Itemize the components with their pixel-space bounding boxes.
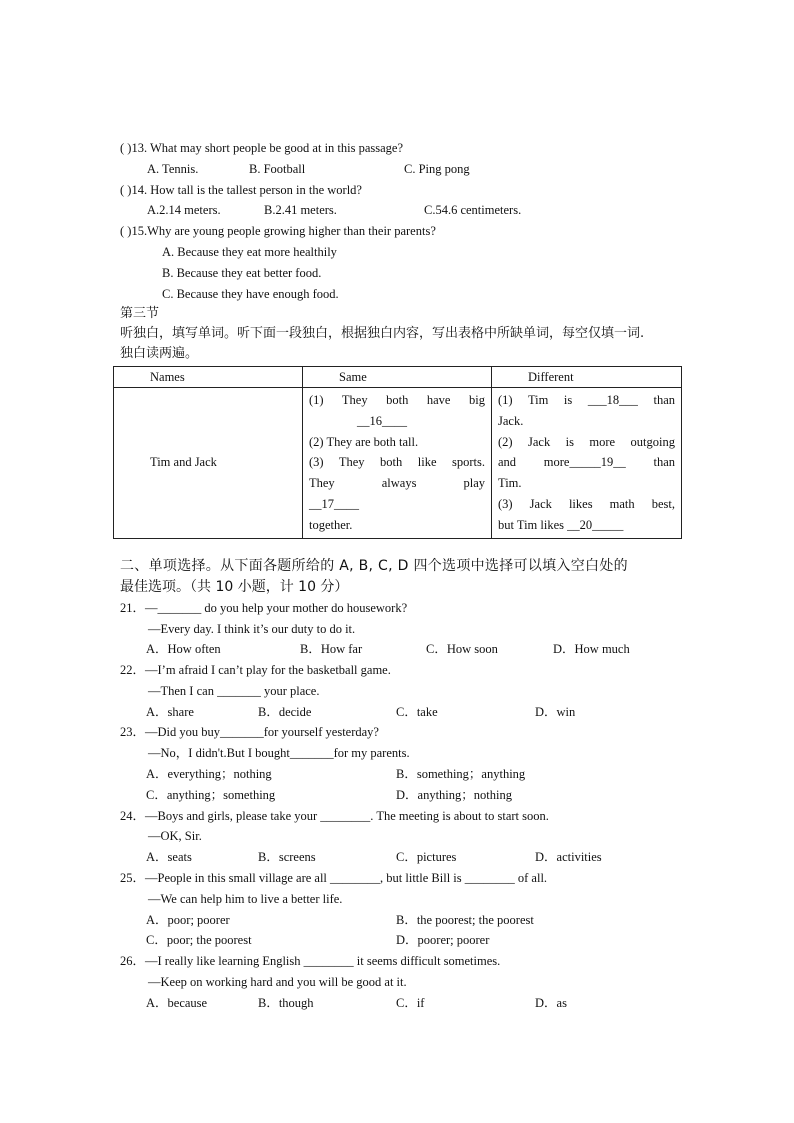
different-line-5: Tim. [498, 476, 522, 491]
question-23-stem: 23．—Did you buy_______for yourself yesterday? [120, 725, 379, 739]
question-23-option-d: D．anything；nothing [396, 788, 512, 802]
table-row [114, 388, 682, 539]
question-23-option-b: B．something；anything [396, 767, 526, 781]
question-25-reply: —We can help him to live a better life. [148, 892, 343, 906]
header-different: Different [492, 367, 682, 388]
question-22-option-d: D．win [535, 705, 576, 719]
different-line-6: (3) Jack likes math best, [498, 496, 675, 511]
same-line-1: (1) They both have big [309, 393, 485, 407]
question-14-option-b: B.2.41 meters. [264, 203, 337, 217]
same-blank-17: __17____ [309, 496, 359, 511]
question-13-option-b: B. Football [249, 162, 306, 176]
question-23-option-a: A．everything；nothing [146, 767, 272, 781]
cell-same [303, 388, 492, 539]
question-21-reply: —Every day. I think it’s our duty to do it. [148, 622, 356, 636]
part-2-heading-line-2: 最佳选项。（共 10 小题，计 10 分） [120, 579, 349, 595]
question-24-option-c: C．pictures [396, 850, 457, 864]
monologue-table [113, 366, 682, 539]
question-26-option-d: D．as [535, 996, 567, 1010]
question-23-option-c: C．anything；something [146, 788, 276, 802]
question-22-stem: 22．—I’m afraid I can’t play for the basketball game. [120, 663, 391, 677]
part-2-heading-line-1: 二、单项选择。从下面各题所给的 A, B, C, D 四个选项中选择可以填入空白处的 [120, 558, 628, 574]
question-22-option-a: A．share [146, 705, 194, 719]
same-line-2: (2) They are both tall. [309, 434, 419, 449]
section-3-title: 第三节 [120, 306, 160, 321]
question-25-stem: 25．—People in this small village are all ________, but little Bill is ________ of all. [120, 871, 548, 885]
question-26-option-b: B．though [258, 996, 314, 1010]
question-22-option-b: B．decide [258, 705, 312, 719]
different-line-7: but Tim likes __20_____ [498, 517, 624, 532]
different-line-4: and more_____19__ than [498, 455, 675, 470]
question-13-option-c: C. Ping pong [404, 162, 470, 176]
question-21-option-b: B．How far [300, 642, 363, 656]
different-line-3: (2) Jack is more outgoing [498, 434, 675, 449]
question-26-stem: 26．—I really like learning English ________ it seems difficult sometimes. [120, 954, 501, 968]
question-25-option-c: C．poor; the poorest [146, 933, 252, 947]
section-3-instruction-line-2: 独白读两遍。 [120, 346, 199, 361]
question-26-option-a: A．because [146, 996, 208, 1010]
header-names: Names [114, 367, 303, 388]
question-22-option-c: C．take [396, 705, 438, 719]
same-line-3: (3) They both like sports. [309, 455, 485, 470]
question-25-option-a: A．poor; poorer [146, 913, 230, 927]
section-3-instruction-line-1: 听独白，填写单词。听下面一段独白，根据独白内容，写出表格中所缺单词，每空仅填一词. [120, 326, 645, 341]
question-24-option-d: D．activities [535, 850, 602, 864]
question-21-option-c: C．How soon [426, 642, 498, 656]
table-header-row [114, 367, 682, 388]
question-21-stem: 21．—_______ do you help your mother do housework? [120, 601, 408, 615]
question-26-option-c: C．if [396, 996, 425, 1010]
different-line-1: (1) Tim is ___18___ than [498, 393, 675, 407]
question-22-reply: —Then I can _______ your place. [148, 684, 320, 698]
cell-names: Tim and Jack [114, 388, 303, 539]
question-14-option-c: C.54.6 centimeters. [424, 203, 522, 217]
same-blank-16: __16____ [357, 413, 407, 428]
question-25-option-d: D．poorer; poorer [396, 933, 490, 947]
question-13-option-a: A. Tennis. [147, 162, 199, 176]
question-21-option-d: D．How much [553, 642, 630, 656]
question-24-option-a: A．seats [146, 850, 192, 864]
question-24-stem: 24．—Boys and girls, please take your ________. The meeting is about to start soon. [120, 809, 549, 823]
question-15-option-c: C. Because they have enough food. [162, 287, 339, 301]
question-25-option-b: B．the poorest; the poorest [396, 913, 534, 927]
same-line-4: They always play [309, 476, 485, 491]
header-same: Same [303, 367, 492, 388]
question-14-stem: ( )14. How tall is the tallest person in the world? [120, 183, 362, 197]
question-24-reply: —OK, Sir. [148, 829, 202, 843]
question-26-reply: —Keep on working hard and you will be good at it. [148, 975, 407, 989]
question-23-reply: —No，I didn't.But I bought_______for my parents. [148, 746, 410, 760]
question-21-option-a: A．How often [146, 642, 221, 656]
question-24-option-b: B．screens [258, 850, 316, 864]
question-15-stem: ( )15.Why are young people growing higher than their parents? [120, 224, 436, 238]
question-15-option-a: A. Because they eat more healthily [162, 245, 337, 259]
question-14-option-a: A.2.14 meters. [147, 203, 221, 217]
same-line-5: together. [309, 517, 353, 532]
question-15-option-b: B. Because they eat better food. [162, 266, 322, 280]
cell-different [492, 388, 682, 539]
different-line-2: Jack. [498, 413, 524, 428]
question-13-stem: ( )13. What may short people be good at in this passage? [120, 141, 404, 155]
